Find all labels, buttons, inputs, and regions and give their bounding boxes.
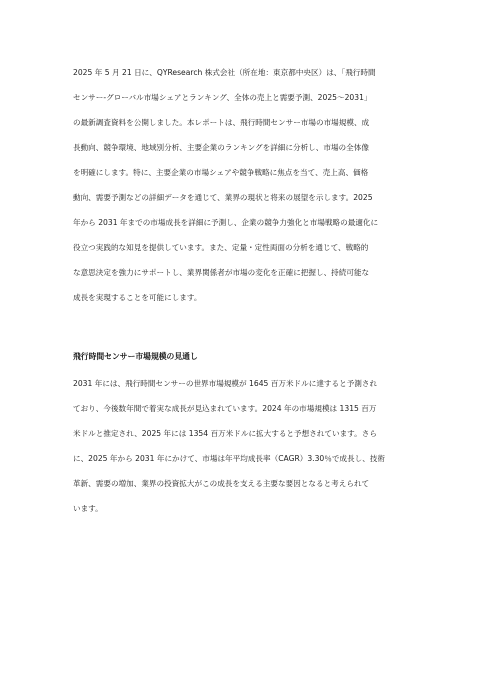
outlook-line: 革新、需要の増加、業界の投資拡大がこの成長を支える主要な要因となると考えられて [73,479,370,488]
intro-line: 2025 年 5 月 21 日に、QYResearch 株式会社（所在地：東京都中央区）は、「飛行時間 [73,68,376,77]
intro-line: 長動向、競争環境、地域別分析、主要企業のランキングを詳細に分析し、市場の全体像 [73,143,369,152]
intro-line: の最新調査資料を公開しました。本レポートは、飛行時間センサー市場の市場規模、成 [73,118,370,127]
intro-line: 年から 2031 年までの市場成長を詳細に予測し、企業の競争力強化と市場戦略の最適化に [73,218,379,227]
intro-line: な意思決定を強力にサポートし、業界関係者が市場の変化を正確に把握し、持続可能な [73,268,370,277]
intro-line: 成長を実現することを可能にします。 [73,293,202,302]
outlook-line: 2031 年には、飛行時間センサーの世界市場規模が 1645 百万米ドルに達すると予測され [73,379,378,388]
outlook-line: ており、今後数年間で着実な成長が見込まれています。2024 年の市場規模は 1315 百万 [73,404,377,413]
intro-line: 動向、需要予測などの詳細データを通じて、業界の現状と将来の展望を示します。2025 [73,193,373,202]
outlook-line: 米ドルと推定され、2025 年には 1354 百万米ドルに拡大すると予想されています。さら [73,429,377,438]
intro-line: を明確にします。特に、主要企業の市場シェアや競争戦略に焦点を当て、売上高、価格 [73,168,369,177]
outlook-line: に、2025 年から 2031 年にかけて、市場は年平均成長率（CAGR）3.30％で成長し、技術 [73,454,385,463]
section-heading: 飛行時間センサー市場規模の見通し [73,352,198,361]
outlook-line: います。 [73,504,103,513]
intro-line: センサー‐グローバル市場シェアとランキング、全体の売上と需要予測、2025～2031」 [73,93,372,102]
intro-line: 役立つ実践的な知見を提供しています。また、定量・定性両面の分析を通じて、戦略的 [73,243,369,252]
